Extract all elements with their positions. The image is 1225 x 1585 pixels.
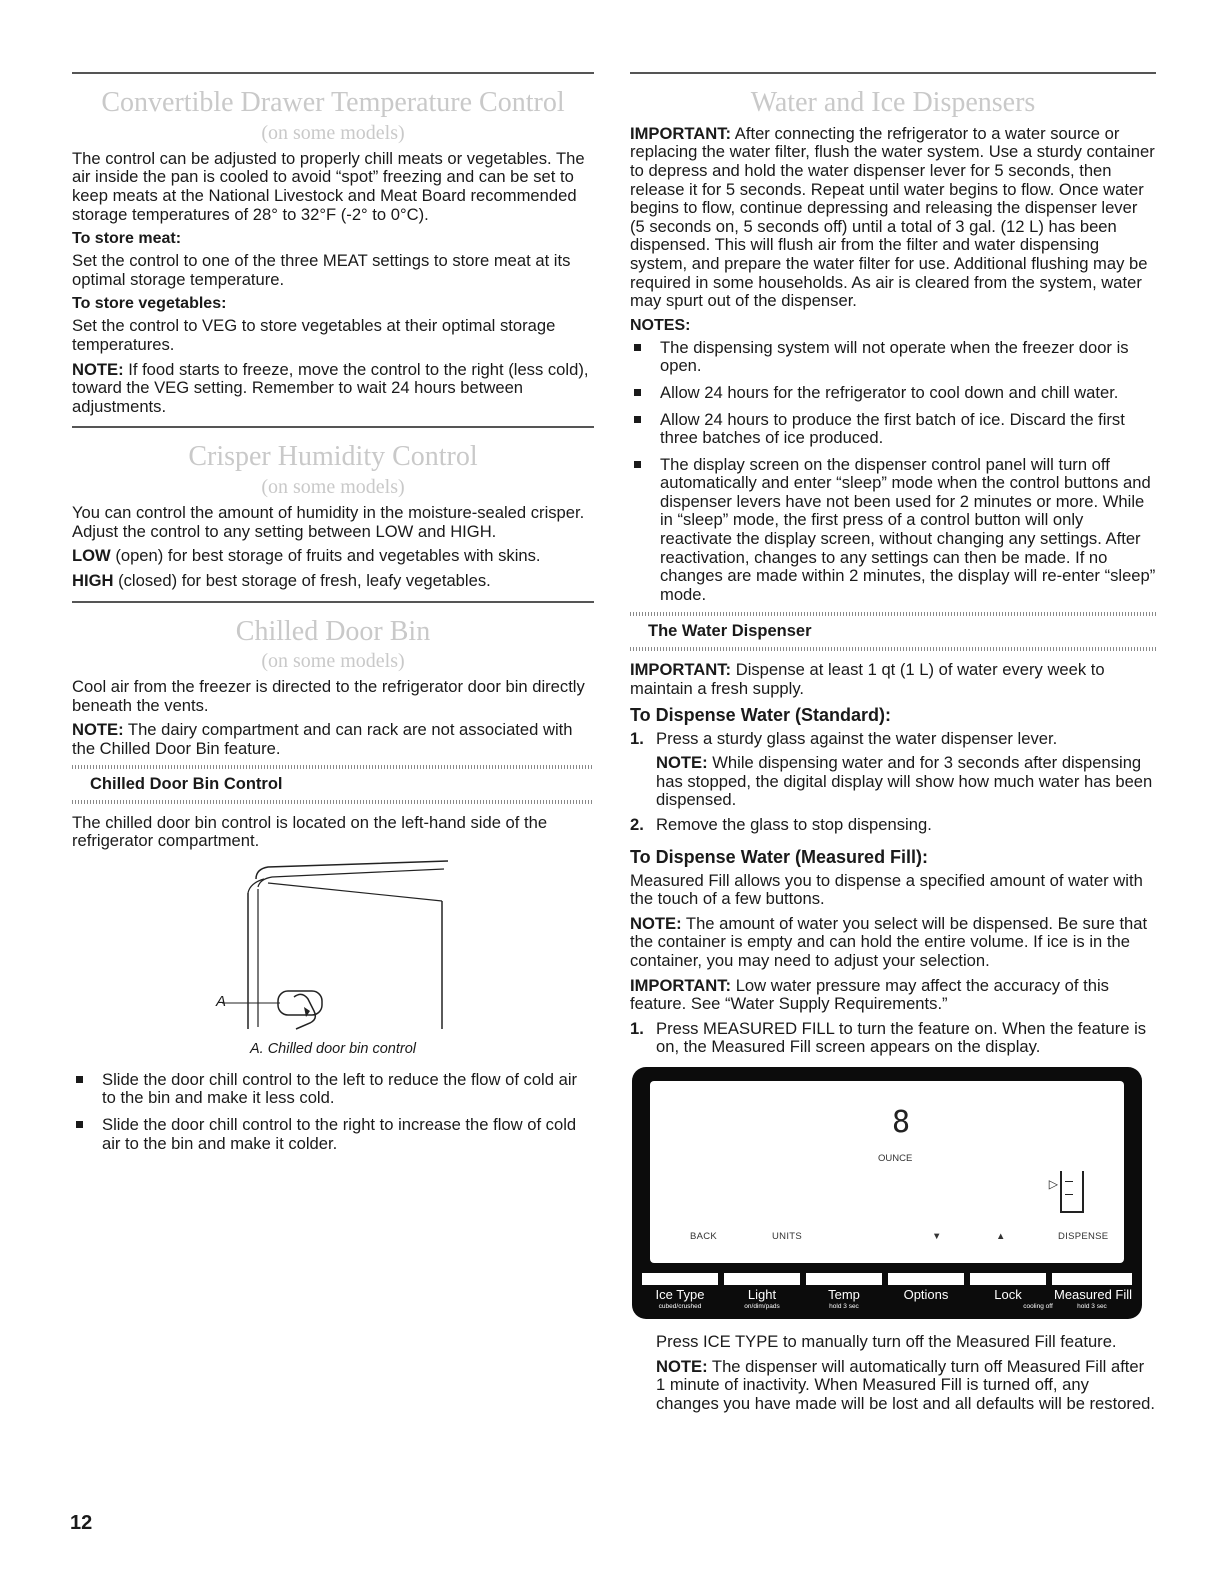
display-screen	[650, 1081, 1124, 1263]
chill-control-list	[72, 1071, 594, 1153]
step-number: 1.	[630, 728, 644, 748]
convertible-drawer-title: Convertible Drawer Temperature Control	[101, 87, 565, 118]
chilled-door-bin-subtitle: (on some models)	[261, 650, 405, 673]
convertible-note	[72, 361, 594, 417]
water-ice-title: Water and Ice Dispensers	[750, 87, 1036, 118]
note-text: The amount of water you select will be dispensed. Be sure that the container is empty and can hold the entire volume. If ice is in the container, you may need to adjust your selection.	[630, 913, 1148, 970]
store-meat-text: Set the control to one of the three MEAT settings to store meat at its optimal storage temperature.	[72, 251, 571, 289]
callout-a: A	[216, 992, 227, 1010]
page-number: 12	[70, 1512, 93, 1534]
notes-list	[630, 339, 1156, 605]
unit-label: OUNCE	[878, 1152, 913, 1164]
important-text: Dispense at least 1 qt (1 L) of water every week to maintain a fresh supply.	[630, 660, 1105, 699]
store-meat-heading: To store meat:	[72, 230, 182, 248]
store-vegetables-text: Set the control to VEG to store vegetables at their optimal storage temperatures.	[72, 316, 556, 354]
step-text: Press MEASURED FILL to turn the feature on. When the feature is on, the Measured Fill screen appears on the display.	[656, 1018, 1147, 1057]
ounce-digit: 8	[892, 1104, 911, 1140]
play-arrow-icon: ▷	[1048, 1176, 1058, 1191]
button-bar	[806, 1273, 882, 1285]
glass-icon	[1060, 1171, 1084, 1213]
button-bar	[970, 1273, 1046, 1285]
crisper-low	[72, 547, 594, 566]
measured-fill-button[interactable]: Measured Fill	[1053, 1286, 1133, 1302]
list-item: The dispensing system will not operate when the freezer door is open.	[630, 339, 1156, 376]
important-label: IMPORTANT:	[630, 123, 732, 143]
important-label: IMPORTANT:	[630, 660, 732, 680]
chilled-note	[72, 721, 594, 758]
screen-down-button[interactable]: ▼	[932, 1230, 942, 1242]
chilled-bin-illustration	[72, 857, 594, 1037]
standard-heading: To Dispense Water (Standard):	[630, 704, 892, 725]
note-label: NOTE:	[656, 753, 708, 773]
chilled-control-text: The chilled door bin control is located on the left-hand side of the refrigerator compartment.	[72, 812, 548, 851]
temp-sub: hold 3 sec	[829, 1302, 859, 1310]
door-bin-drawing	[72, 857, 594, 1037]
note-label: NOTE:	[630, 913, 682, 933]
final-note	[630, 1358, 1156, 1414]
chilled-door-bin-title: Chilled Door Bin	[235, 615, 431, 647]
note-text: The dispenser will automatically turn off Measured Fill after 1 minute of inactivity. When Measured Fill is turned off, any changes you have made will be lost and all defaults will be restored.	[656, 1356, 1156, 1413]
lock-button[interactable]: Lock	[994, 1286, 1022, 1302]
crisper-title: Crisper Humidity Control	[188, 441, 478, 473]
light-sub: on/dim/pads	[744, 1302, 780, 1310]
section-divider	[72, 426, 594, 428]
ice-type-sub: cubed/crushed	[658, 1302, 702, 1310]
step-note	[656, 754, 1156, 810]
flush-instructions	[630, 125, 1156, 311]
temp-button[interactable]: Temp	[828, 1286, 860, 1302]
after-panel-text: Press ICE TYPE to manually turn off the Measured Fill feature.	[656, 1331, 1117, 1351]
left-column	[72, 72, 594, 1161]
important-text: After connecting the refrigerator to a water source or replacing the water filter, flush the water system. Use a sturdy container to depress and hold the water dispenser lever for 5 seconds, then release it for 5 seconds. Repeat until water begins to flow. Once water begins to flow, continue depressing and releasing the dispenser lever (5 seconds on, 5 seconds off) until a total of 3 gal. (12 L) has been dispensed. This will flush air from the filter and water dispensing system, and prepare the water filter for use. Additional flushing may be required in some households. As air is cleared from the system, water may spurt out of the dispenser.	[630, 123, 1155, 311]
convertible-drawer-subtitle: (on some models)	[261, 121, 405, 144]
convertible-intro: The control can be adjusted to properly chill meats or vegetables. The air inside the pan is cooled to avoid “spot” freezing and can be set to keep meats at the National Livestock and Meat Board recommended storage temperatures of 28° to 32°F (-2° to 0°C).	[72, 148, 585, 224]
lock-sub: cooling off	[1023, 1302, 1053, 1310]
light-button[interactable]: Light	[747, 1286, 777, 1302]
options-button[interactable]: Options	[903, 1286, 949, 1302]
hatched-rule	[72, 800, 594, 804]
crisper-intro: You can control the amount of humidity in the moisture-sealed crisper. Adjust the control to any setting between LOW and HIGH.	[72, 503, 585, 541]
crisper-high	[72, 572, 594, 591]
ice-type-button[interactable]: Ice Type	[655, 1286, 705, 1302]
low-label: LOW	[72, 546, 111, 566]
measured-steps	[630, 1020, 1156, 1057]
measured-intro: Measured Fill allows you to dispense a specified amount of water with the touch of a few buttons.	[630, 870, 1143, 909]
step-text: Remove the glass to stop dispensing.	[656, 815, 932, 835]
step-item	[630, 816, 1156, 835]
step-item	[630, 730, 1156, 810]
measured-fill-sub: hold 3 sec	[1077, 1302, 1107, 1310]
section-divider	[72, 601, 594, 603]
notes-heading: NOTES:	[630, 316, 691, 334]
measured-note	[630, 915, 1156, 971]
section-divider	[72, 72, 594, 74]
right-column	[630, 72, 1156, 1419]
dispenser-control-panel	[632, 1067, 1142, 1319]
important-text: Low water pressure may affect the accuracy of this feature. See “Water Supply Requirements.”	[630, 975, 1109, 1014]
list-item: Slide the door chill control to the left to reduce the flow of cold air to the bin and make it less cold.	[72, 1071, 594, 1108]
water-important	[630, 661, 1156, 698]
screen-dispense-button[interactable]: DISPENSE	[1058, 1230, 1109, 1242]
step-number: 2.	[630, 815, 644, 835]
button-bar	[642, 1273, 718, 1285]
list-item: Slide the door chill control to the right to increase the flow of cold air to the bin and make it colder.	[72, 1116, 594, 1153]
water-dispenser-heading: The Water Dispenser	[648, 622, 812, 641]
store-vegetables-heading: To store vegetables:	[72, 295, 227, 313]
step-number: 1.	[630, 1018, 644, 1038]
note-label: NOTE:	[72, 359, 124, 379]
high-text: (closed) for best storage of fresh, leafy vegetables.	[113, 570, 491, 590]
button-bar	[1052, 1273, 1132, 1285]
note-label: NOTE:	[656, 1356, 708, 1376]
section-divider	[630, 72, 1156, 74]
note-text: The dairy compartment and can rack are not associated with the Chilled Door Bin feature.	[72, 720, 573, 759]
screen-up-button[interactable]: ▲	[996, 1230, 1006, 1242]
high-label: HIGH	[72, 570, 114, 590]
note-text: If food starts to freeze, move the control to the right (less cold), toward the VEG setting. Remember to wait 24 hours between adjustments.	[72, 359, 589, 416]
low-text: (open) for best storage of fruits and vegetables with skins.	[110, 546, 541, 566]
list-item: Allow 24 hours to produce the first batch of ice. Discard the first three batches of ice produced.	[630, 411, 1156, 448]
step-text: Press a sturdy glass against the water dispenser lever.	[656, 728, 1058, 748]
note-text: While dispensing water and for 3 seconds after dispensing has stopped, the digital display will show how much water has been dispensed.	[656, 753, 1153, 810]
crisper-subtitle: (on some models)	[261, 476, 405, 499]
important-label: IMPORTANT:	[630, 975, 732, 995]
button-bar	[724, 1273, 800, 1285]
button-bar	[888, 1273, 964, 1285]
list-item: Allow 24 hours for the refrigerator to cool down and chill water.	[630, 384, 1156, 403]
chilled-intro: Cool air from the freezer is directed to the refrigerator door bin directly beneath the vents.	[72, 677, 585, 715]
figure-caption: A. Chilled door bin control	[249, 1040, 417, 1057]
measured-heading: To Dispense Water (Measured Fill):	[630, 846, 929, 867]
list-item: The display screen on the dispenser control panel will turn off automatically and enter “sleep” mode when the control buttons and dispenser levers have not been used for 2 minutes or more. While in “sleep” mode, the first press of a control button will only reactivate the display screen, without changing any settings. After reactivation, changes to any settings can then be made. If no changes are made within 2 minutes, the display will re-enter “sleep” mode.	[630, 456, 1156, 605]
measured-important	[630, 977, 1156, 1014]
step-item	[630, 1020, 1156, 1057]
chilled-control-heading: Chilled Door Bin Control	[90, 774, 283, 793]
screen-back-button[interactable]: BACK	[690, 1230, 718, 1242]
note-label: NOTE:	[72, 720, 124, 740]
standard-steps	[630, 730, 1156, 835]
screen-units-button[interactable]: UNITS	[772, 1230, 802, 1242]
hatched-rule	[630, 647, 1156, 651]
